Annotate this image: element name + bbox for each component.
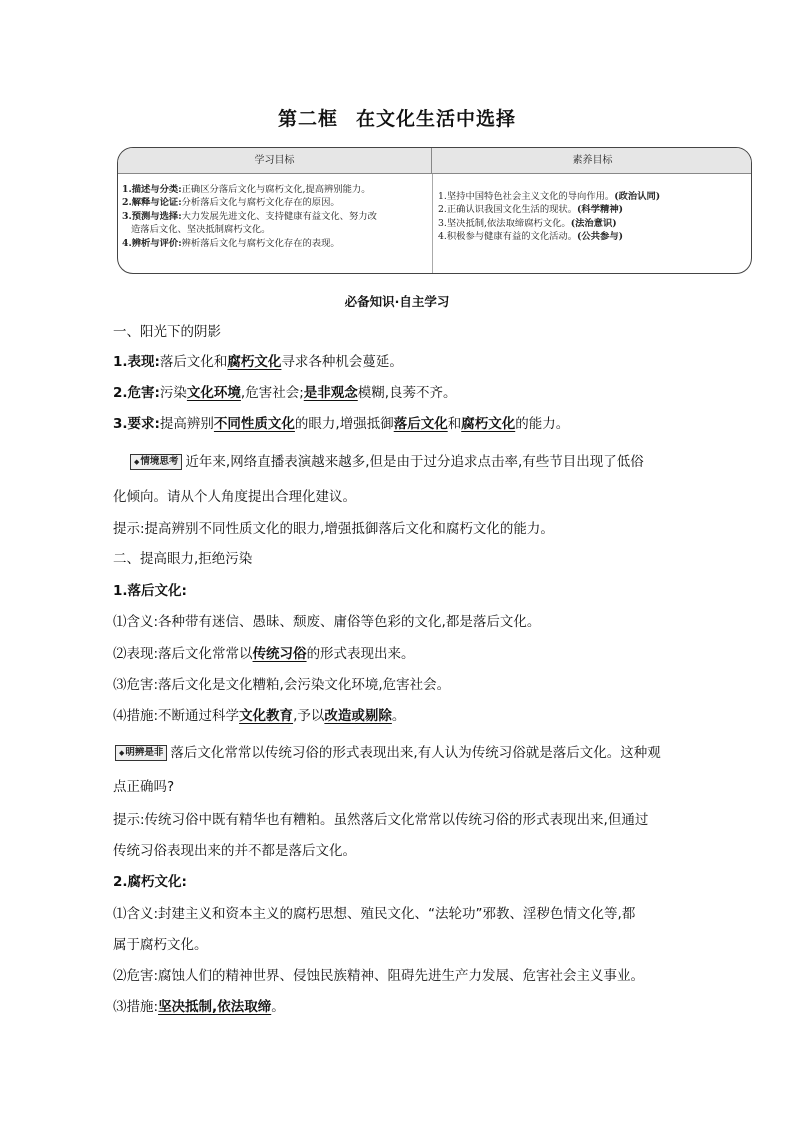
- learning-goals-list: [122, 183, 428, 250]
- learning-goal-item: 3.预测与选择:大力发展先进文化、支持健康有益文化、努力改: [122, 210, 377, 222]
- question-1-cont: 化倾向。请从个人角度提出合理化建议。: [113, 489, 356, 505]
- literacy-goal-item: 1.坚持中国特色社会主义文化的导向作用。(政治认同): [438, 191, 661, 202]
- question-2-cont: 点正确吗?: [113, 779, 175, 795]
- page-title: [0, 104, 794, 131]
- item-5-cont: 属于腐朽文化。: [113, 937, 208, 953]
- literacy-goal-item: 4.积极参与健康有益的文化活动。(公共参与): [438, 231, 624, 243]
- item-2: ⑵表现:落后文化常常以传统习俗的形式表现出来。: [113, 646, 415, 662]
- distinguish-right-wrong-tag: ◆明辨是非: [115, 745, 167, 761]
- heading-1: 一、阳光下的阴影: [113, 324, 221, 340]
- literacy-goal-item: 2.正确认识我国文化生活的现状。(科学精神): [438, 204, 624, 216]
- diamond-icon: ◆: [119, 749, 125, 757]
- goals-table: [117, 147, 752, 274]
- question-1: ◆情境思考 近年来,网络直播表演越来越多,但是由于过分追求点击率,有些节目出现了低俗: [130, 452, 644, 472]
- diamond-icon: ◆: [134, 458, 140, 466]
- table-divider: [432, 174, 433, 274]
- section-heading: 必备知识·自主学习: [344, 294, 450, 309]
- learning-goal-item: 4.辨析与评价:辨析落后文化与腐朽文化存在的表现。: [122, 237, 340, 249]
- item-4: ⑷措施:不断通过科学文化教育,予以改造或剔除。: [113, 708, 406, 724]
- heading-2: 二、提高眼力,拒绝污染: [113, 551, 253, 567]
- subheading-backward-culture: 1.落后文化:: [113, 583, 187, 599]
- literacy-goals-list: [438, 190, 748, 244]
- subheading-decadent-culture: 2.腐朽文化:: [113, 874, 187, 890]
- paragraph-3: 3.要求:提高辨别不同性质文化的眼力,增强抵御落后文化和腐朽文化的能力。: [113, 416, 570, 432]
- paragraph-1: 1.表现:落后文化和腐朽文化寻求各种机会蔓延。: [113, 354, 403, 370]
- learning-goal-item: 造落后文化、坚决抵制腐朽文化。: [131, 224, 271, 236]
- literacy-goals-header: 素养目标: [432, 148, 752, 174]
- hint-2-cont: 传统习俗表现出来的并不都是落后文化。: [113, 843, 356, 859]
- paragraph-2: 2.危害:污染文化环境,危害社会;是非观念模糊,良莠不齐。: [113, 385, 457, 401]
- learning-goal-item: 1.描述与分类:正确区分落后文化与腐朽文化,提高辨别能力。: [122, 184, 371, 195]
- title-part-1: 第二框: [277, 108, 338, 130]
- item-6: ⑵危害:腐蚀人们的精神世界、侵蚀民族精神、阻碍先进生产力发展、危害社会主义事业。: [113, 968, 645, 984]
- item-3: ⑶危害:落后文化是文化糟粕,会污染文化环境,危害社会。: [113, 677, 451, 693]
- item-5: ⑴含义:封建主义和资本主义的腐朽思想、殖民文化、“法轮功”邪教、淫秽色情文化等,都: [113, 906, 636, 922]
- title-part-2: 在文化生活中选择: [356, 108, 517, 130]
- hint-1: 提示:提高辨别不同性质文化的眼力,增强抵御落后文化和腐朽文化的能力。: [113, 521, 554, 537]
- learning-goals-header: 学习目标: [118, 148, 432, 174]
- scenario-thinking-tag: ◆情境思考: [130, 454, 182, 470]
- literacy-goal-item: 3.坚决抵制,依法取缔腐朽文化。(法治意识): [438, 217, 617, 229]
- learning-goal-item: 2.解释与论证:分析落后文化与腐朽文化存在的原因。: [122, 197, 340, 209]
- question-2: ◆明辨是非 落后文化常常以传统习俗的形式表现出来,有人认为传统习俗就是落后文化。这种观: [115, 743, 661, 763]
- item-1: ⑴含义:各种带有迷信、愚昧、颓废、庸俗等色彩的文化,都是落后文化。: [113, 614, 541, 630]
- item-7: ⑶措施:坚决抵制,依法取缔。: [113, 999, 285, 1015]
- hint-2: 提示:传统习俗中既有精华也有糟粕。虽然落后文化常常以传统习俗的形式表现出来,但通过: [113, 812, 649, 828]
